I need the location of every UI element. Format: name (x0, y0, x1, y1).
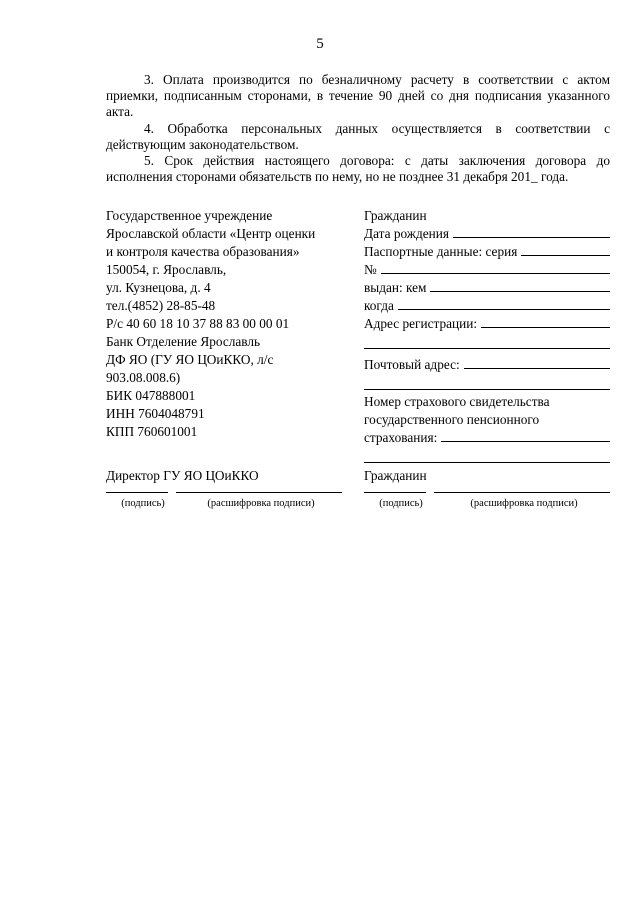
clause-personal-data: 4. Обработка персональных данных осуществляется в соответствии с действующим законодательством. (106, 120, 610, 152)
birth-date-blank (453, 225, 610, 238)
postal-address-blank-line (364, 374, 610, 390)
clause-payment: 3. Оплата производится по безналичному расчету в соответствии с актом приемки, подписанным сторонами, в течение 90 дней со дня подписания указанного акта. (106, 72, 610, 120)
page-number: 5 (316, 36, 324, 52)
org-line: Государственное учреждение (106, 208, 273, 223)
passport-series-blank (521, 243, 610, 256)
signature-caption: (подпись) (379, 498, 423, 509)
org-line: Ярославской области «Центр оценки (106, 226, 316, 241)
citizen-name-line (434, 492, 610, 493)
org-address-line: 150054, г. Ярославль, (106, 262, 227, 277)
clause-term: 5. Срок действия настоящего договора: с даты заключения договора до исполнения сторонами обязательств по нему, но не позднее 31 декабря 201_ года. (106, 153, 610, 185)
org-bank: 903.08.008.6) (106, 370, 181, 385)
citizen-title: Гражданин (364, 208, 427, 223)
insurance-number-blank (441, 429, 610, 442)
registration-address-label: Адрес регистрации: (364, 316, 478, 331)
citizen-signature-line (364, 492, 426, 493)
postal-address-field (364, 356, 610, 374)
registration-address-field (364, 315, 610, 333)
org-phone: тел.(4852) 28-85-48 (106, 298, 216, 313)
birth-date-field (364, 225, 610, 243)
registration-address-blank-line (364, 333, 610, 349)
organization-details (106, 207, 346, 441)
citizen-signature-title: Гражданин (364, 468, 427, 483)
org-bank: ДФ ЯО (ГУ ЯО ЦОиККО, л/с (106, 352, 274, 367)
org-kpp: КПП 760601001 (106, 424, 198, 439)
citizen-details (364, 207, 610, 466)
issued-by-label: выдан: кем (364, 280, 427, 295)
insurance-label-line: государственного пенсионного (364, 412, 540, 427)
org-bik: БИК 047888001 (106, 388, 196, 403)
issue-date-blank (398, 297, 610, 310)
citizen-signature-block (364, 467, 610, 509)
org-inn: ИНН 7604048791 (106, 406, 205, 421)
insurance-number-label: страхования: (364, 430, 438, 445)
insurance-number-field (364, 429, 610, 447)
issue-date-label: когда (364, 298, 394, 313)
director-title: Директор ГУ ЯО ЦОиККО (106, 468, 259, 483)
passport-series-label: Паспортные данные: серия (364, 244, 518, 259)
passport-series-field (364, 243, 610, 261)
org-line: и контроля качества образования» (106, 244, 300, 259)
director-name-line (176, 492, 342, 493)
director-signature-captions (106, 498, 342, 509)
org-bank: Банк Отделение Ярославль (106, 334, 261, 349)
insurance-label-line: Номер страхового свидетельства (364, 394, 550, 409)
issued-by-field (364, 279, 610, 297)
issue-date-field (364, 297, 610, 315)
insurance-number-blank-line (364, 447, 610, 463)
postal-address-label: Почтовый адрес: (364, 357, 460, 372)
org-address-line: ул. Кузнецова, д. 4 (106, 280, 211, 295)
signature-caption: (подпись) (121, 498, 165, 509)
postal-address-blank (464, 356, 610, 369)
passport-number-blank (381, 261, 610, 274)
name-decode-caption: (расшифровка подписи) (207, 498, 315, 509)
director-signature-lines (106, 492, 342, 493)
director-signature-block (106, 467, 342, 509)
registration-address-blank (481, 315, 610, 328)
contract-terms (106, 72, 610, 185)
director-signature-line (106, 492, 168, 493)
org-account: Р/с 40 60 18 10 37 88 83 00 00 01 (106, 316, 290, 331)
citizen-signature-captions (364, 498, 610, 509)
birth-date-label: Дата рождения (364, 226, 449, 241)
issued-by-blank (430, 279, 610, 292)
passport-number-field (364, 261, 610, 279)
passport-number-label: № (364, 262, 377, 277)
name-decode-caption: (расшифровка подписи) (470, 498, 578, 509)
citizen-signature-lines (364, 492, 610, 493)
